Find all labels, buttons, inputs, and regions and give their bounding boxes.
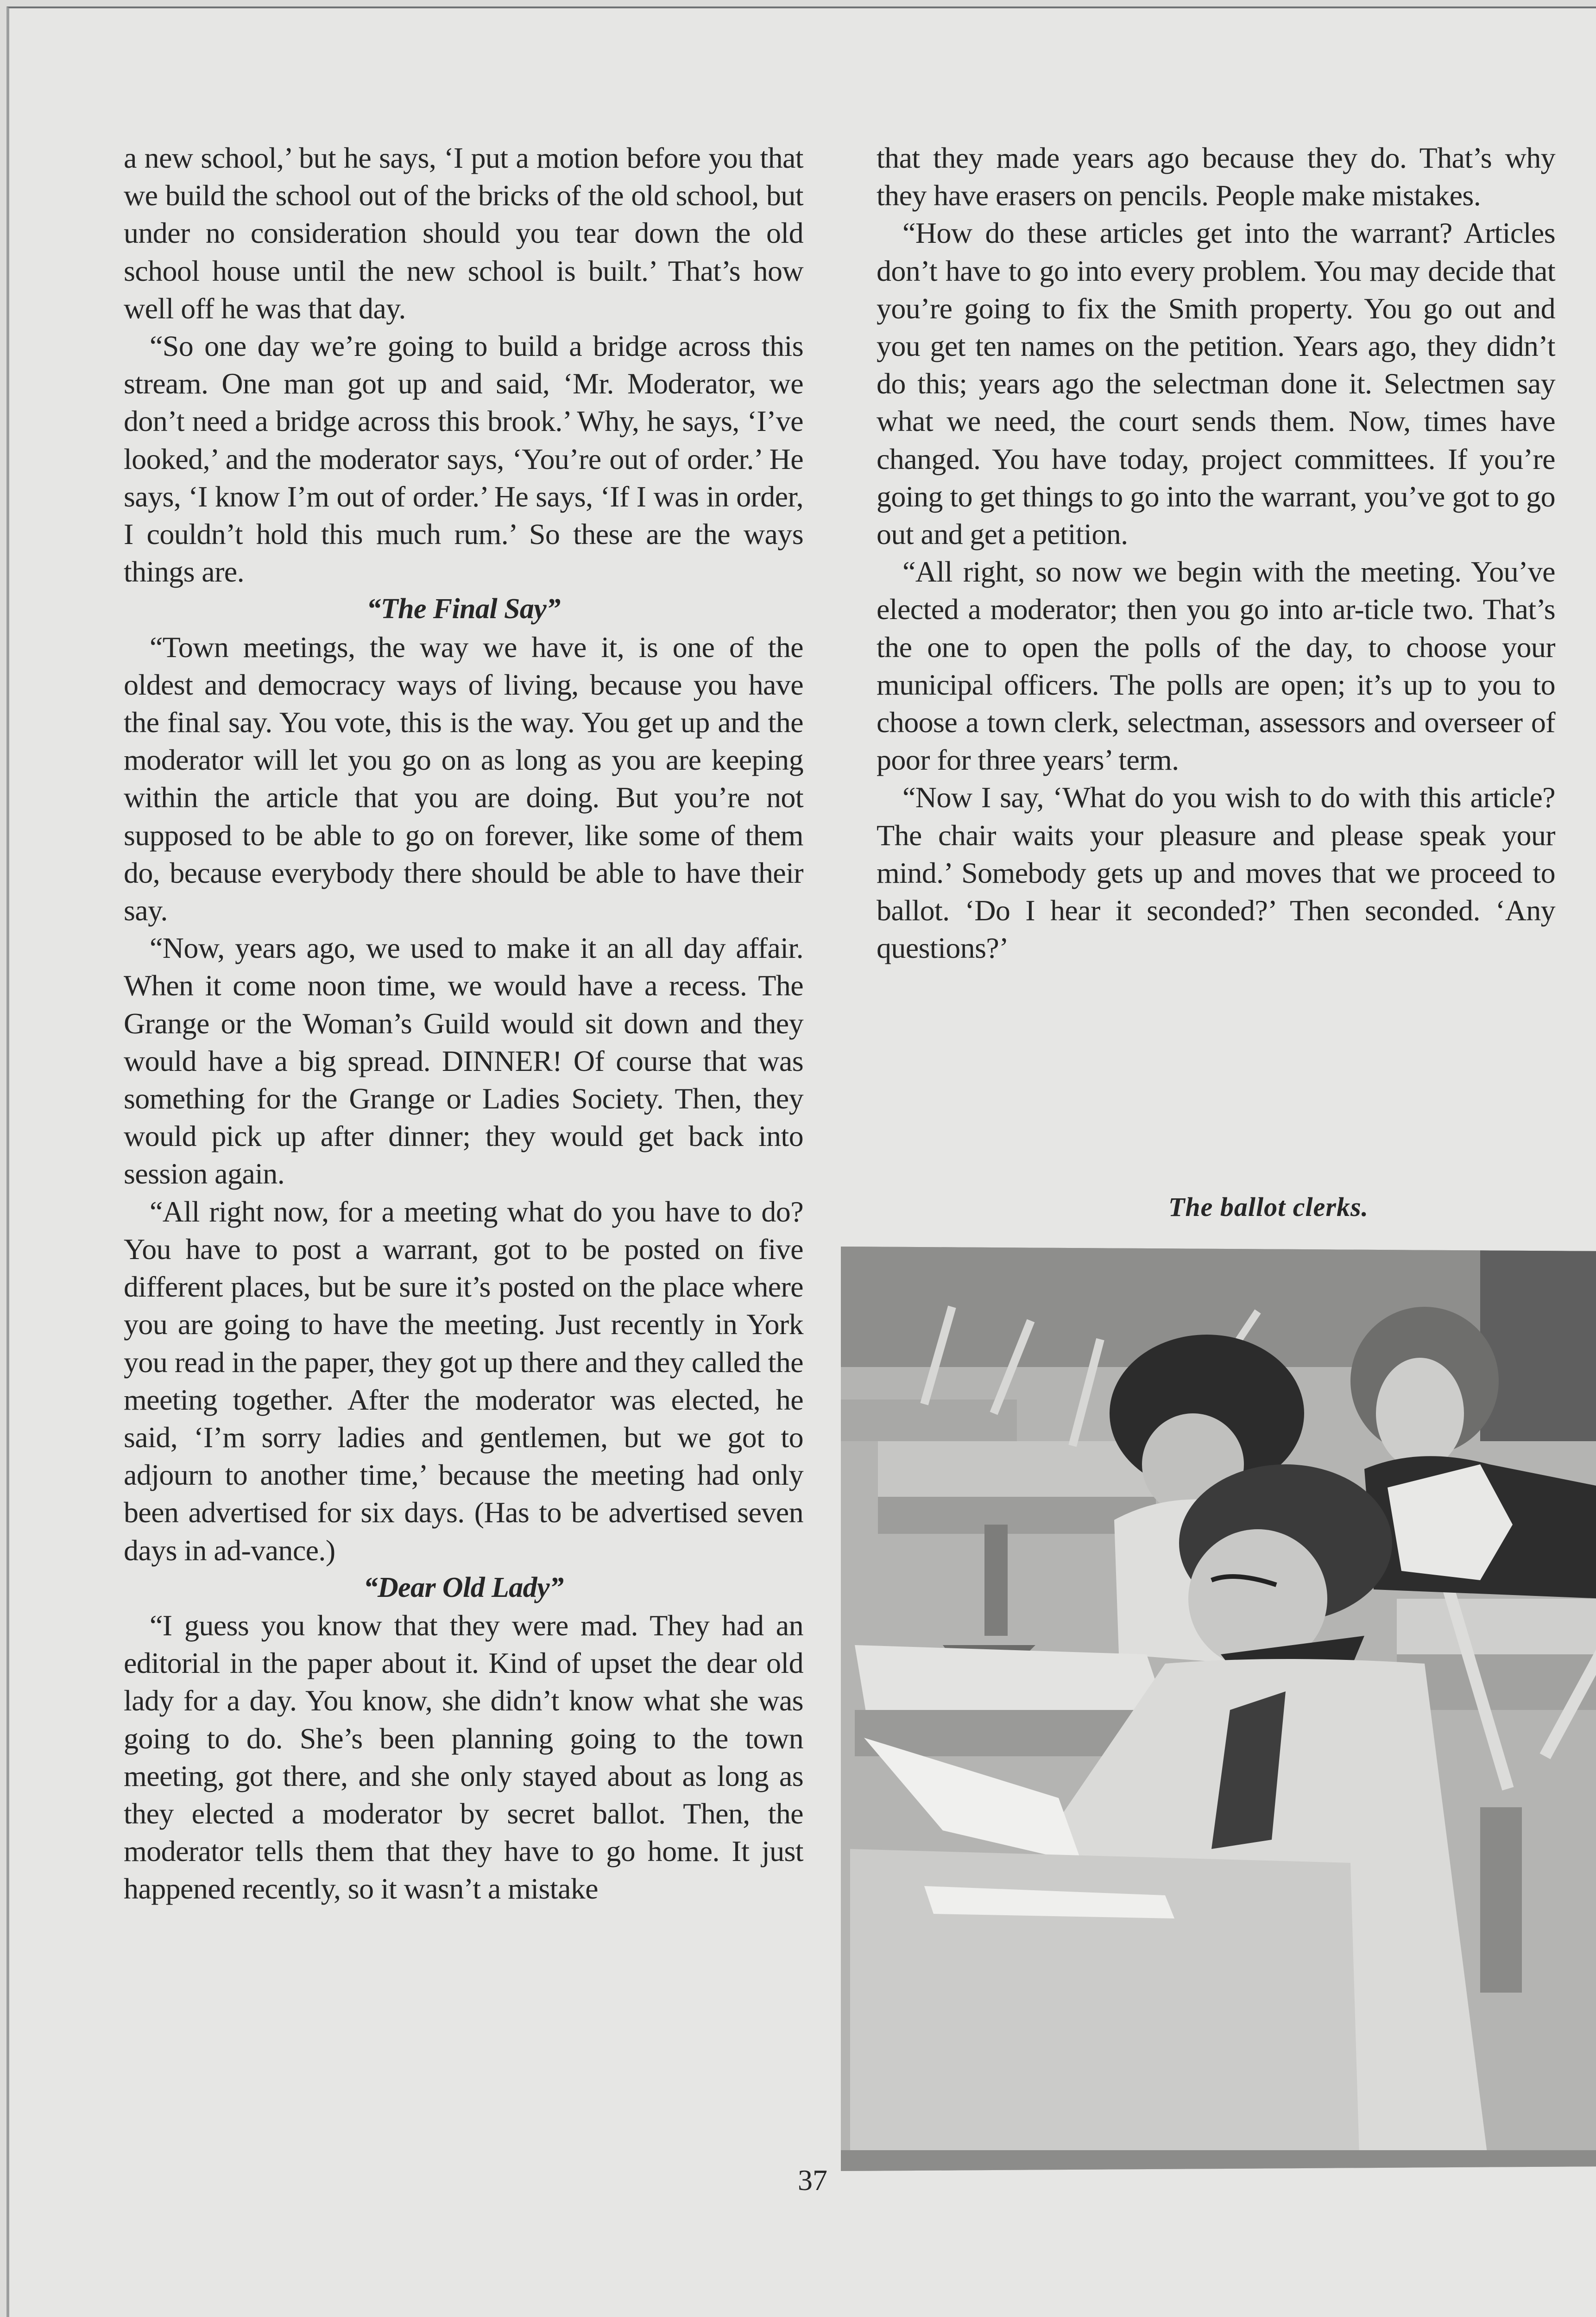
paragraph: “I guess you know that they were mad. They had an editorial in the paper about it. Kind of upset the dear old lady for a day. You know, she didn’t know what she was going to do. She’s been planning going to the town meeting, got there, and she only stayed about as long as they elected a moderator by secret ballot. Then, the moderator tells them that they have to go home. It just happened recently, so it wasn’t a mistake xyxy=(124,1608,803,1906)
photo-caption: The ballot clerks. xyxy=(1168,1192,1369,1222)
paragraph: “Town meetings, the way we have it, is one of the oldest and democracy ways of living, because you have the final say. You vote, this is the way. You get up and the moderator will let you go on as long as you are keeping within the article that you are doing. But you’re not supposed to be able to go on forever, like some of them do, because everybody there should be able to have their say. xyxy=(124,630,803,927)
paragraph: “So one day we’re going to build a bridge across this stream. One man got up and said, ‘Mr. Moderator, we don’t need a bridge across this brook.’ Why, he says, ‘I’ve looked,’ and the moderator says, ‘You’re out of order.’ He says, ‘I know I’m out of order.’ He says, ‘If I was in order, I couldn’t hold this much rum.’ So these are the ways things are. xyxy=(124,329,803,589)
left-column xyxy=(124,139,803,1908)
ballot-clerks-photo xyxy=(841,1247,1596,2171)
paragraph: “Now, years ago, we used to make it an all day affair. When it come noon time, we would have a recess. The Grange or the Woman’s Guild would sit down and they would have a big spread. DINNER! Of course that was something for the Grange or Ladies Society. Then, they would pick up after dinner; they would get back into session again. xyxy=(124,931,803,1190)
paragraph: that they made years ago because they do. That’s why they have erasers on pencils. People make mistakes. xyxy=(877,141,1555,212)
right-column xyxy=(877,139,1555,967)
magazine-page xyxy=(6,6,1596,2317)
page-number: 37 xyxy=(798,2164,827,2197)
photo-illustration xyxy=(841,1247,1596,2171)
paragraph: “All right, so now we begin with the meeting. You’ve elected a moderator; then you go into ar-ticle two. That’s the one to open the polls of the day, to choose your municipal officers. The polls are open; it’s up to you to choose a town clerk, selectman, assessors and overseer of poor for three years’ term. xyxy=(877,555,1555,777)
paragraph: “All right now, for a meeting what do you have to do? You have to post a warrant, got to be posted on five different places, but be sure it’s posted on the place where you are going to have the meeting. Just recently in York you read in the paper, they got up there and they called the meeting together. After the moderator was elected, he said, ‘I’m sorry ladies and gentlemen, but we got to adjourn to another time,’ because the meeting had only been advertised for six days. (Has to be advertised seven days in ad-vance.) xyxy=(124,1195,803,1567)
paragraph: “Now I say, ‘What do you wish to do with this article? The chair waits your pleasure and please speak your mind.’ Somebody gets up and moves that we proceed to ballot. ‘Do I hear it seconded?’ Then seconded. ‘Any questions?’ xyxy=(877,781,1555,965)
section-subheading: “The Final Say” xyxy=(366,593,561,625)
section-subheading: “Dear Old Lady” xyxy=(363,1571,564,1603)
paragraph: a new school,’ but he says, ‘I put a motion before you that we build the school out of the bricks of the old school, but under no consideration should you tear down the old school house until the new school is built.’ That’s how well off he was that day. xyxy=(124,141,803,325)
paragraph: “How do these articles get into the warrant? Articles don’t have to go into every problem. You may decide that you’re going to fix the Smith property. You go out and you get ten names on the petition. Years ago, they didn’t do this; years ago the selectman done it. Selectmen say what we need, the court sends them. Now, times have changed. You have today, project committees. If you’re going to get things to go into the warrant, you’ve got to go out and get a petition. xyxy=(877,216,1555,551)
